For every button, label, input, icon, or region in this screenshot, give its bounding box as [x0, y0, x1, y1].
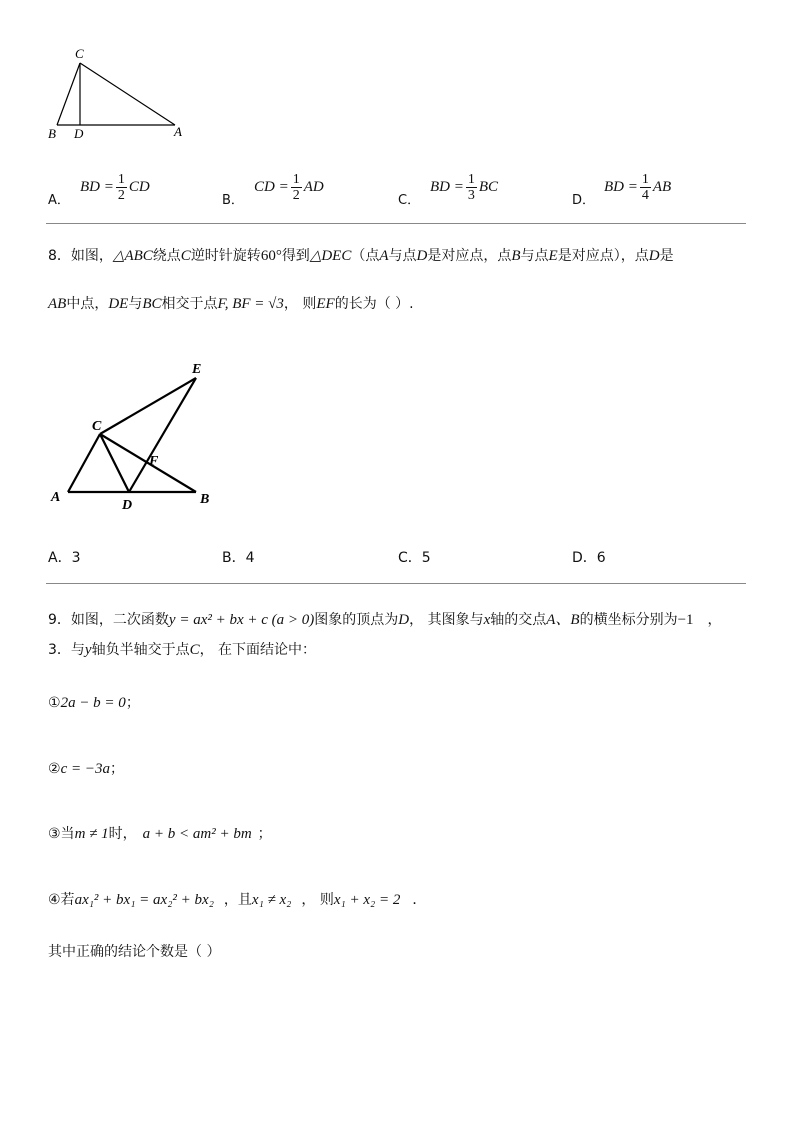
q7-option-c[interactable] — [398, 162, 558, 207]
seg-de — [129, 378, 196, 492]
q7-option-a[interactable] — [48, 162, 208, 207]
q9-line-2: 3．与y轴负半轴交于点C， 在下面结论中： — [48, 642, 317, 658]
side-bc — [57, 63, 80, 125]
label-b: B — [200, 492, 210, 507]
label-f: F — [149, 454, 159, 469]
q9-conclusion-1: ①2a − b = 0； — [48, 695, 140, 711]
q8-option-b[interactable]: B．4 — [222, 550, 255, 566]
option-lhs: BD = — [430, 178, 464, 195]
q8-option-d[interactable]: D．6 — [572, 550, 606, 566]
label-a: A — [51, 490, 61, 505]
figure-rotated-triangles — [46, 352, 226, 522]
divider — [46, 223, 746, 224]
divider — [46, 583, 746, 584]
q7-option-d[interactable] — [572, 162, 732, 207]
option-letter: D． — [572, 193, 596, 208]
q8-option-c[interactable]: C．5 — [398, 550, 431, 566]
q9-question: 其中正确的结论个数是（ ） — [48, 944, 221, 960]
label-c: C — [92, 419, 102, 434]
option-rhs: AD — [303, 178, 324, 195]
label-a: A — [174, 124, 182, 139]
fraction: $\frac{1}{3}$ — [467, 172, 475, 203]
label-b: B — [48, 126, 56, 141]
option-lhs: CD = — [254, 178, 289, 195]
q8-line-1: 8．如图，△ABC绕点C逆时针旋转60°得到△DEC（点A与点D是对应点，点B与点E是对应点），点D是 — [48, 248, 674, 264]
option-rhs: CD — [128, 178, 150, 195]
q9-conclusion-4: ④若ax₁² + bx₁ = ax₂² + bx₂ ，且x₁ ≠ x₂ ， 则x₁ + x₂ = 2 ． — [48, 892, 427, 908]
figure-triangle-abc-altitude — [44, 44, 194, 144]
q8-option-a[interactable]: A．3 — [48, 550, 81, 566]
label-d: D — [74, 126, 84, 141]
fraction: $\frac{1}{2}$ — [292, 172, 300, 203]
label-e: E — [192, 362, 202, 377]
option-letter: C． — [398, 193, 421, 208]
q9-conclusion-3: ③当m ≠ 1时， a + b < am² + bm ； — [48, 826, 272, 842]
seg-ce — [100, 378, 196, 434]
option-rhs: BC — [478, 178, 499, 195]
seg-ac — [68, 434, 100, 492]
option-letter: A． — [48, 193, 70, 208]
label-c: C — [75, 46, 84, 61]
option-rhs: AB — [652, 178, 672, 195]
option-lhs: BD = — [80, 178, 114, 195]
q9-conclusion-2: ②c = −3a； — [48, 761, 124, 777]
fraction: $\frac{1}{4}$ — [641, 172, 649, 203]
label-d: D — [122, 498, 133, 513]
q7-option-b[interactable] — [222, 162, 382, 207]
side-ca — [80, 63, 175, 125]
option-lhs: BD = — [604, 178, 638, 195]
fraction: $\frac{1}{2}$ — [117, 172, 125, 203]
q9-line-1: 9．如图，二次函数y = ax² + bx + c (a > 0)图象的顶点为D， 其图象与x轴的交点A、B的横坐标分别为−1 ， — [48, 612, 722, 628]
option-letter: B． — [222, 193, 244, 208]
q8-line-2: AB中点，DE与BC相交于点F, BF = √3， 则EF的长为（ ）. — [48, 296, 414, 312]
